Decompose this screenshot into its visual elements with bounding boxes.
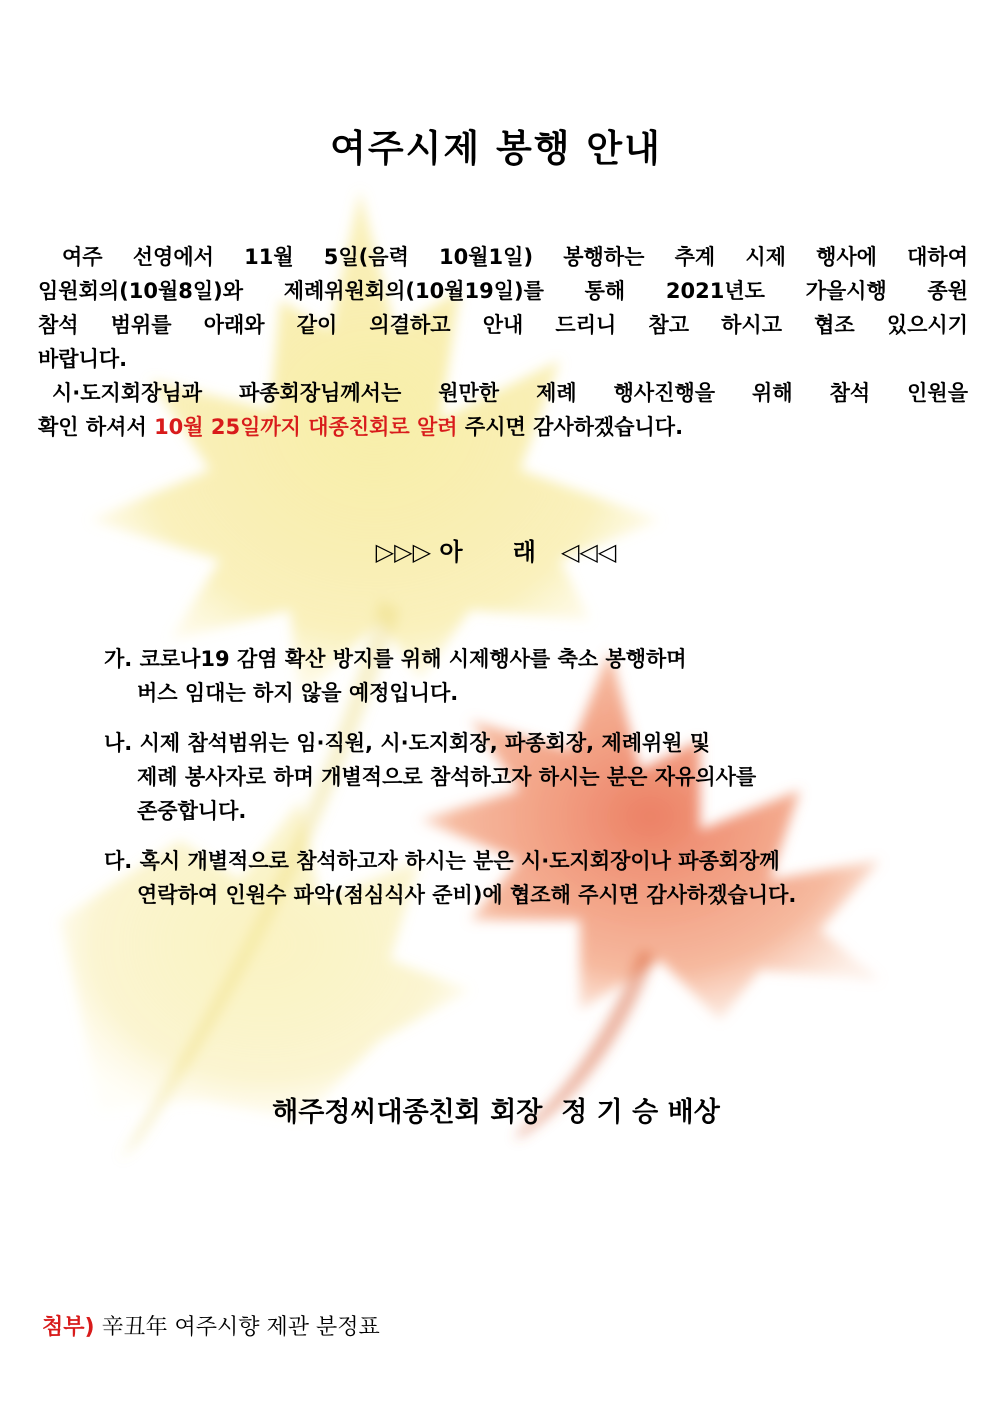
attachment-label: 첨부) [42,1315,95,1340]
notice-item-da [104,844,964,912]
notice-heading: ▷▷▷ 아 래 ◁◁◁ [375,538,617,566]
request-text-end: 주시면 감사하겠습니다. [464,415,684,439]
item-label: 다. [104,849,133,873]
item-line: 혹시 개별적으로 참석하고자 하시는 분은 시·도지회장이나 파종회장께 [139,849,780,873]
request-line-2 [38,410,968,444]
signature: 해주정씨대종친회 회장 정 기 승 배상 [272,1097,720,1128]
notice-item-na [104,726,964,828]
intro-paragraph [38,240,968,444]
item-line: 버스 임대는 하지 않을 예정입니다. [137,681,459,705]
intro-text-2: 임원회의(10월8일)와 제례위원회의(10월19일)를 통해 2021년도 가을시행 종원 [38,279,968,303]
request-text-start: 확인 하셔서 [38,415,147,439]
item-line: 코로나19 감염 확산 방지를 위해 시제행사를 축소 봉행하며 [139,647,687,671]
item-line: 제례 봉사자로 하며 개별적으로 참석하고자 하시는 분은 자유의사를 [137,765,757,789]
intro-line-2 [38,274,968,308]
item-line: 시제 참석범위는 임·직원, 시·도지회장, 파종회장, 제례위원 및 [139,731,711,755]
intro-text-1: 여주 선영에서 11월 5일(음력 10월1일) 봉행하는 추계 시제 행사에 대하여 [62,245,968,269]
intro-line-4: 바랍니다. [38,347,128,371]
item-label: 나. [104,731,133,755]
deadline-highlight: 10월 25일까지 대종친회로 알려 [154,415,458,439]
item-line: 존중합니다. [137,799,247,823]
request-text-1: 시·도지회장님과 파종회장님께서는 원만한 제례 행사진행을 위해 참석 인원을 [52,381,968,405]
notice-item-ga [104,642,964,710]
page-title: 여주시제 봉행 안내 [330,127,662,170]
item-label: 가. [104,647,133,671]
attachment-text: 辛丑年 여주시향 제관 분정표 [101,1315,380,1340]
intro-line-1 [38,240,968,274]
item-line: 연락하여 인원수 파악(점심식사 준비)에 협조해 주시면 감사하겠습니다. [137,883,797,907]
intro-text-3: 참석 범위를 아래와 같이 의결하고 안내 드리니 참고 하시고 협조 있으시기 [38,313,968,337]
attachment-note [42,1310,380,1341]
notice-items [104,642,964,928]
intro-line-3 [38,308,968,342]
request-line-1 [38,376,968,410]
